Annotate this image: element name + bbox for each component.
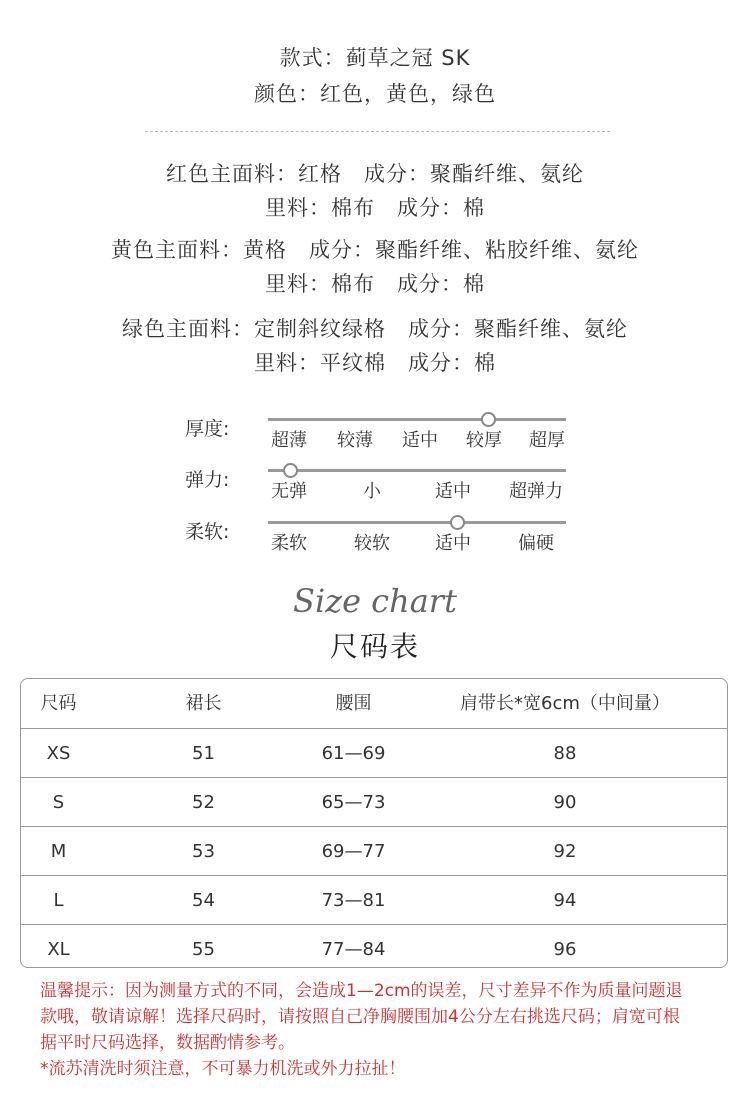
table-cell: 65—73 [321, 792, 386, 813]
material-main-green: 绿色主面料：定制斜纹绿格 成分：聚酯纤维、氨纶 [122, 317, 628, 341]
table-cell: 96 [553, 939, 577, 960]
scale-track [268, 418, 566, 421]
table-cell: 92 [553, 841, 577, 862]
scale-label: 弹力: [185, 469, 230, 491]
table-header-cell: 肩带长*宽6cm（中间量） [460, 693, 670, 714]
table-row [21, 924, 727, 968]
table-cell: 55 [192, 939, 215, 960]
table-row [21, 826, 727, 876]
table-cell: 69—77 [321, 841, 386, 862]
size-chart-script-title: Size chart [293, 582, 457, 620]
divider [145, 131, 610, 132]
scale-knob[interactable] [481, 412, 496, 427]
scale-tick: 适中 [402, 430, 438, 451]
table-cell: 90 [553, 792, 577, 813]
table-row [21, 875, 727, 925]
scale-tick: 适中 [435, 533, 471, 554]
scale-tick: 较软 [354, 533, 390, 554]
note-line-2: 款哦，敬请谅解！选择尺码时，请按照自己净胸腰围加4公分左右挑选尺码；肩宽可根 [40, 1007, 680, 1027]
material-main-red: 红色主面料：红格 成分：聚酯纤维、氨纶 [166, 162, 584, 186]
scale-label: 厚度: [185, 418, 230, 440]
material-lining-red: 里料：棉布 成分：棉 [265, 196, 485, 220]
scale-knob[interactable] [450, 515, 465, 530]
size-chart-title: 尺码表 [329, 630, 420, 663]
table-cell: 61—69 [321, 743, 386, 764]
scale-track [268, 469, 566, 472]
color-line: 颜色：红色，黄色，绿色 [254, 82, 496, 106]
scale-tick: 无弹 [271, 481, 307, 502]
material-lining-green: 里料：平纹棉 成分：棉 [254, 351, 496, 375]
scale-tick: 较薄 [337, 430, 373, 451]
scale-tick: 适中 [435, 481, 471, 502]
table-cell: XL [47, 939, 70, 960]
material-main-yellow: 黄色主面料：黄格 成分：聚酯纤维、粘胶纤维、氨纶 [111, 238, 639, 262]
table-cell: S [52, 792, 65, 813]
scale-knob[interactable] [283, 463, 298, 478]
table-header-cell: 裙长 [185, 693, 222, 714]
scale-tick: 超厚 [529, 430, 565, 451]
scale-tick: 柔软 [271, 533, 307, 554]
table-cell: 88 [553, 743, 577, 764]
table-cell: 94 [553, 890, 577, 911]
table-cell: 51 [192, 743, 215, 764]
note-line-1: 温馨提示：因为测量方式的不同，会造成1—2cm的误差，尺寸差异不作为质量问题退 [40, 981, 683, 1001]
scale-tick: 偏硬 [518, 533, 554, 554]
table-cell: 77—84 [321, 939, 386, 960]
table-cell: XS [46, 743, 71, 764]
table-row [21, 728, 727, 778]
table-cell: 52 [192, 792, 215, 813]
scale-tick: 较厚 [466, 430, 502, 451]
scale-tick: 超弹力 [509, 481, 563, 502]
style-line: 款式：蓟草之冠 SK [279, 46, 471, 70]
size-table [20, 678, 728, 968]
table-row [21, 777, 727, 827]
scale-tick: 小 [363, 481, 381, 502]
table-header-cell: 尺码 [40, 693, 77, 714]
scale-track [268, 521, 566, 524]
table-header-row [21, 679, 727, 728]
note-line-3: 据平时尺码选择，数据酌情参考。 [40, 1033, 295, 1053]
table-cell: L [53, 890, 64, 911]
scale-tick: 超薄 [271, 430, 307, 451]
note-line-4: *流苏清洗时须注意，不可暴力机洗或外力拉扯！ [40, 1059, 406, 1079]
scale-label: 柔软: [185, 521, 230, 543]
table-header-cell: 腰围 [335, 693, 372, 714]
table-cell: 73—81 [321, 890, 386, 911]
table-cell: 54 [192, 890, 215, 911]
table-cell: M [50, 841, 67, 862]
material-lining-yellow: 里料：棉布 成分：棉 [265, 272, 485, 296]
table-cell: 53 [192, 841, 215, 862]
